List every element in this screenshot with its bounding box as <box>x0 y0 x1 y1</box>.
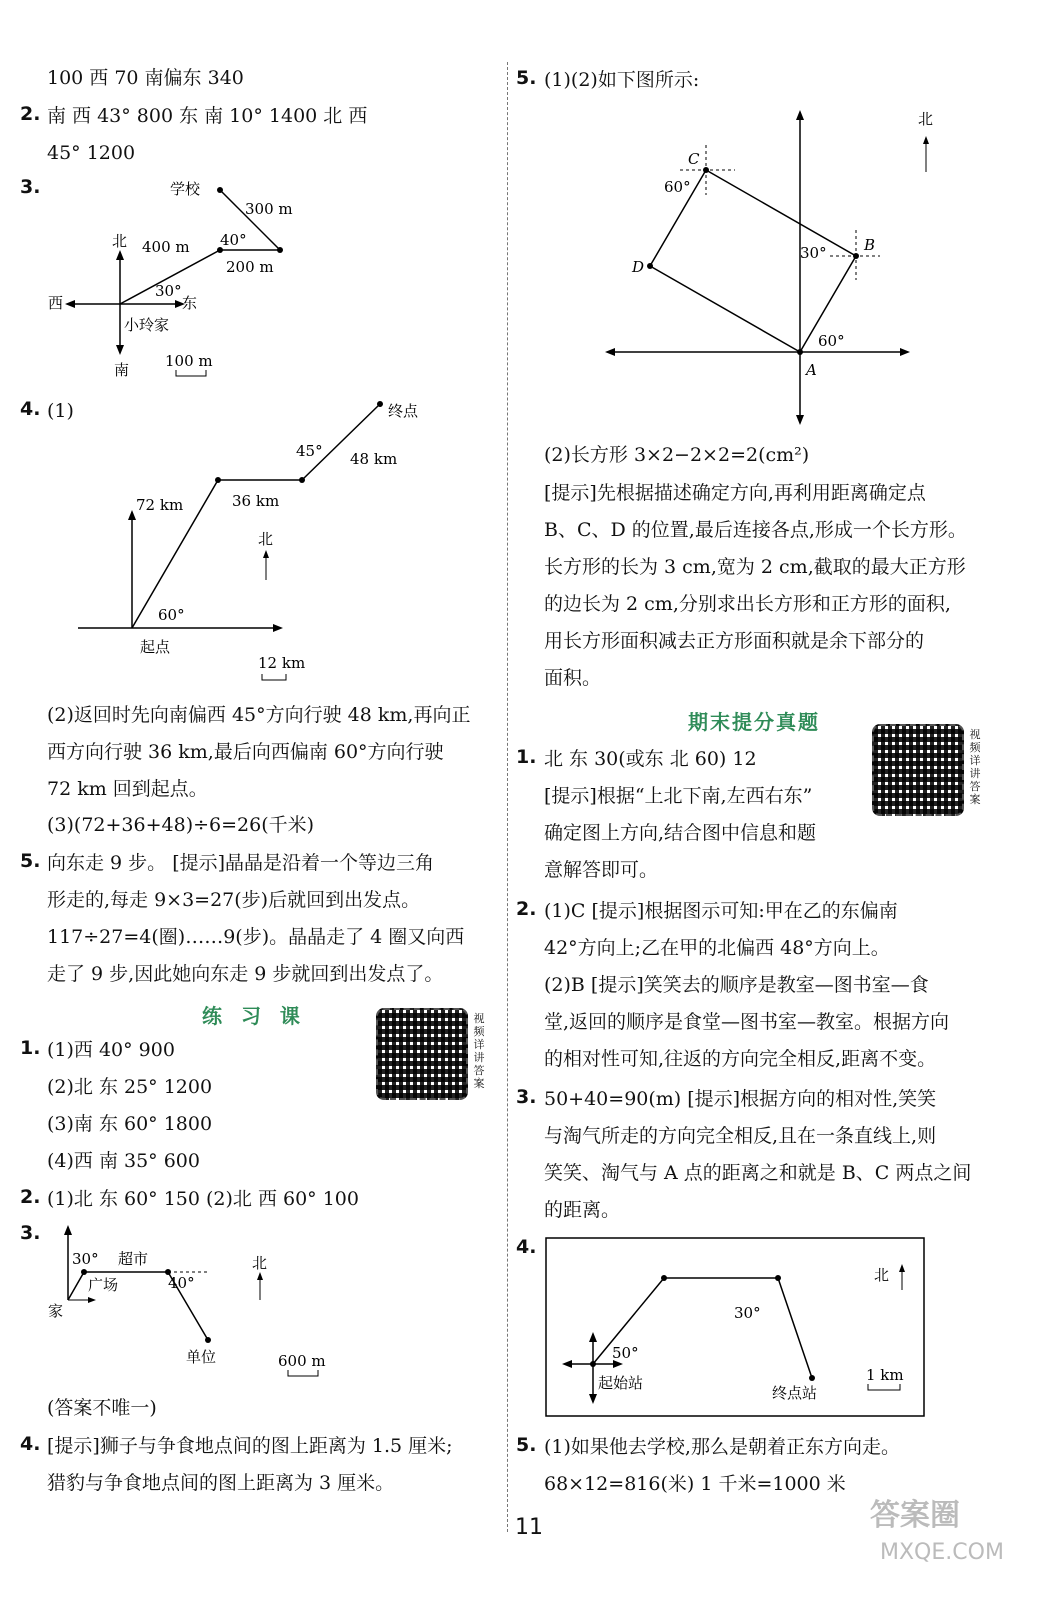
r-q5-h5: 用长方形面积减去正方形面积就是余下部分的 <box>544 630 925 652</box>
qr-code-left[interactable] <box>376 1008 468 1100</box>
watermark-url: MXQE.COM <box>880 1540 1004 1565</box>
q-num-2: 2. <box>20 103 41 125</box>
q5-l4: 走了 9 步,因此她向东走 9 步就回到出发点了。 <box>47 963 444 985</box>
angle-60-c: 60° <box>664 178 691 196</box>
e5-l1: (1)如果他去学校,那么是朝着正东方向走。 <box>544 1436 900 1458</box>
e2-l5: 的相对性可知,往返的方向完全相反,距离不变。 <box>544 1048 937 1070</box>
q4-d48: 48 km <box>350 450 398 468</box>
p3-a40: 40° <box>168 1274 195 1292</box>
r-q5-p2: (2)长方形 3×2−2×2=2(cm²) <box>544 444 810 466</box>
q3-d200: 200 m <box>226 258 274 276</box>
q3-south: 南 <box>114 361 130 379</box>
e4-a50: 50° <box>612 1344 639 1362</box>
q4-p2-l1: (2)返回时先向南偏西 45°方向行驶 48 km,再向正 <box>47 704 471 726</box>
e1-l4: 意解答即可。 <box>544 859 659 881</box>
r-north: 北 <box>918 110 934 128</box>
q4-part1: (1) <box>47 400 74 422</box>
p2: (1)北 东 60° 150 (2)北 西 60° 100 <box>47 1188 359 1210</box>
angle-30: 30° <box>800 244 827 262</box>
e4-north: 北 <box>874 1266 890 1284</box>
q3-west: 西 <box>48 294 64 312</box>
e4-a30: 30° <box>734 1304 761 1322</box>
section-title-practice: 练 习 课 <box>202 1004 306 1028</box>
q4-p3: (3)(72+36+48)÷6=26(千米) <box>47 814 315 836</box>
p3-a30: 30° <box>72 1250 99 1268</box>
q2-line1: 南 西 43° 800 东 南 10° 1400 北 西 <box>47 105 368 127</box>
e3-l3: 笑笑、淘气与 A 点的距离之和就是 B、C 两点之间 <box>544 1162 972 1184</box>
q4-start: 起点 <box>140 638 171 656</box>
q4-scale: 12 km <box>258 654 306 672</box>
q3-a30: 30° <box>155 282 182 300</box>
p1-4: (4)西 南 35° 600 <box>47 1150 200 1172</box>
pt-A: A <box>806 361 817 379</box>
qr-code-right[interactable] <box>872 724 964 816</box>
q4-p2-l2: 西方向行驶 36 km,最后向西偏南 60°方向行驶 <box>47 741 444 763</box>
q3-scale: 100 m <box>165 352 213 370</box>
e1-l1: 北 东 30(或东 北 60) 12 <box>544 748 757 770</box>
line-0: 100 西 70 南偏东 340 <box>47 67 244 89</box>
e4-end: 终点站 <box>772 1384 818 1402</box>
q5-l2: 形走的,每走 9×3=27(步)后就回到出发点。 <box>47 889 421 911</box>
r-q5-h6: 面积。 <box>544 667 602 689</box>
e-num-1: 1. <box>516 746 537 768</box>
p-num-2: 2. <box>20 1186 41 1208</box>
p3-work: 单位 <box>186 1348 217 1366</box>
q-num-4: 4. <box>20 398 41 420</box>
p-num-3: 3. <box>20 1222 41 1244</box>
q4-p2-l3: 72 km 回到起点。 <box>47 778 208 800</box>
q-num-3: 3. <box>20 176 41 198</box>
e4-diagram <box>0 1236 1058 1421</box>
qr-caption-left: 视频详讲答案 <box>473 1012 485 1090</box>
q5-l3: 117÷27=4(圈)……9(步)。晶晶走了 4 圈又向西 <box>47 926 465 948</box>
q3-east: 东 <box>182 294 198 312</box>
page-number: 11 <box>515 1515 543 1540</box>
e-num-2: 2. <box>516 898 537 920</box>
e2-l3: (2)B [提示]笑笑去的顺序是教室—图书室—食 <box>544 974 929 996</box>
q3-north: 北 <box>112 232 128 250</box>
e1-l2: [提示]根据“上北下南,左西右东” <box>544 785 813 807</box>
e2-l2: 42°方向上;乙在甲的北偏西 48°方向上。 <box>544 937 890 959</box>
r-q5-head: (1)(2)如下图所示: <box>544 69 700 91</box>
e4-scale: 1 km <box>866 1366 904 1384</box>
q4-north: 北 <box>258 530 274 548</box>
angle-60-a: 60° <box>818 332 845 350</box>
p-num-4: 4. <box>20 1433 41 1455</box>
p3-north: 北 <box>252 1254 268 1272</box>
r-num-5: 5. <box>516 67 537 89</box>
e-num-3: 3. <box>516 1086 537 1108</box>
r-q5-diagram <box>0 100 1058 440</box>
q2-line2: 45° 1200 <box>47 142 136 164</box>
p3-market: 超市 <box>118 1250 149 1268</box>
r-q5-h1: [提示]先根据描述确定方向,再利用距离确定点 <box>544 482 926 504</box>
p3-note: (答案不唯一) <box>47 1397 157 1419</box>
q3-school: 学校 <box>170 180 201 198</box>
q3-d300: 300 m <box>245 200 293 218</box>
p1-3: (3)南 东 60° 1800 <box>47 1113 213 1135</box>
watermark-logo: 答案圈 <box>870 1498 960 1533</box>
p4-l2: 猎豹与争食地点间的图上距离为 3 厘米。 <box>47 1472 395 1494</box>
e-num-5: 5. <box>516 1434 537 1456</box>
e-num-4: 4. <box>516 1236 537 1258</box>
r-q5-h3: 长方形的长为 3 cm,宽为 2 cm,截取的最大正方形 <box>544 556 966 578</box>
r-q5-h4: 的边长为 2 cm,分别求出长方形和正方形的面积, <box>544 593 951 615</box>
q-num-5: 5. <box>20 850 41 872</box>
q3-d400: 400 m <box>142 238 190 256</box>
e3-l2: 与淘气所走的方向完全相反,且在一条直线上,则 <box>544 1125 937 1147</box>
p-num-1: 1. <box>20 1037 41 1059</box>
e4-start: 起始站 <box>598 1374 644 1392</box>
e3-l4: 的距离。 <box>544 1199 621 1221</box>
r-q5-h2: B、C、D 的位置,最后连接各点,形成一个长方形。 <box>544 519 967 541</box>
pt-D: D <box>632 258 645 276</box>
q3-a40: 40° <box>220 231 247 249</box>
p3-scale: 600 m <box>278 1352 326 1370</box>
q4-a60: 60° <box>158 606 185 624</box>
qr-caption-right: 视频详讲答案 <box>969 728 981 806</box>
q5-l1: 向东走 9 步。 [提示]晶晶是沿着一个等边三角 <box>47 852 435 874</box>
q4-d36: 36 km <box>232 492 280 510</box>
p3-square: 广场 <box>88 1276 119 1294</box>
p1-1: (1)西 40° 900 <box>47 1039 175 1061</box>
e5-l2: 68×12=816(米) 1 千米=1000 米 <box>544 1473 846 1495</box>
pt-C: C <box>688 150 700 168</box>
e2-l4: 堂,返回的顺序是食堂—图书室—教室。根据方向 <box>544 1011 950 1033</box>
p1-2: (2)北 东 25° 1200 <box>47 1076 213 1098</box>
q4-a45: 45° <box>296 442 323 460</box>
e2-l1: (1)C [提示]根据图示可知:甲在乙的东偏南 <box>544 900 898 922</box>
p4-l1: [提示]狮子与争食地点间的图上距离为 1.5 厘米; <box>47 1435 453 1457</box>
q4-end: 终点 <box>388 402 419 420</box>
e1-l3: 确定图上方向,结合图中信息和题 <box>544 822 817 844</box>
q4-d72: 72 km <box>136 496 184 514</box>
p3-home: 家 <box>48 1302 64 1320</box>
section-title-exam: 期末提分真题 <box>688 710 820 734</box>
pt-B: B <box>864 236 876 254</box>
e3-l1: 50+40=90(m) [提示]根据方向的相对性,笑笑 <box>544 1088 937 1110</box>
q3-home: 小玲家 <box>124 316 170 334</box>
